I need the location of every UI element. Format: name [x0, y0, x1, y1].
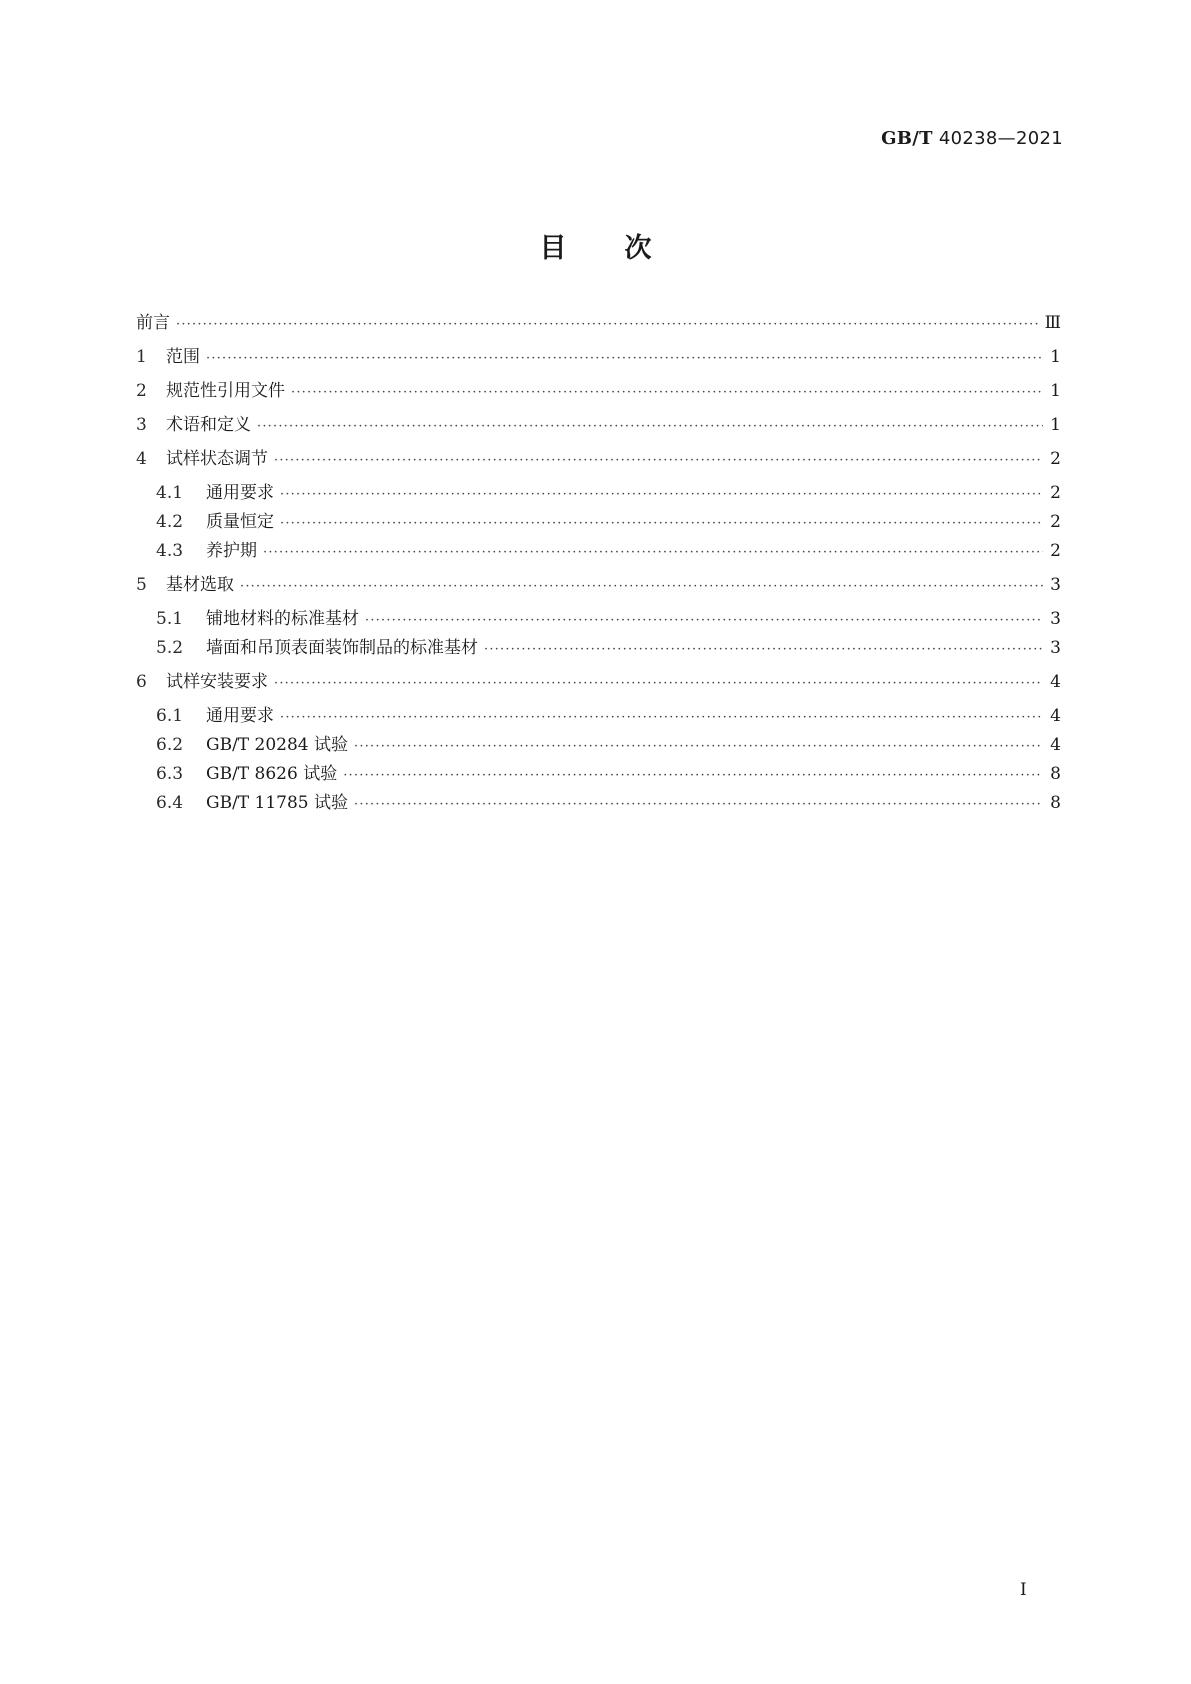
- dot-leader: [206, 351, 1043, 366]
- dot-leader: [365, 613, 1043, 628]
- toc-entry-label: 规范性引用文件: [166, 381, 285, 401]
- toc-entry-4[interactable]: [136, 444, 1061, 469]
- toc-entry-number: 6.1: [156, 706, 184, 726]
- toc-entry-label: 通用要求: [206, 706, 274, 726]
- toc-entry-label: 基材选取: [166, 575, 234, 595]
- toc-entry-number: 1: [136, 347, 147, 367]
- toc-entry-page: 4: [1050, 706, 1061, 726]
- toc-entry-page: 4: [1050, 735, 1061, 755]
- toc-entry-label: GB/T 20284 试验: [206, 735, 349, 755]
- toc-entry-label: GB/T 8626 试验: [206, 764, 338, 784]
- page-title: 目次: [539, 233, 710, 264]
- toc-entry-number: 2: [136, 381, 147, 401]
- toc-entry-page: 3: [1050, 638, 1061, 658]
- toc-entry-page: 1: [1050, 381, 1061, 401]
- dot-leader: [263, 545, 1043, 560]
- toc-entry-page: Ⅲ: [1044, 313, 1061, 333]
- toc-entry-label: 试样安装要求: [166, 672, 268, 692]
- standard-prefix: GB/T: [881, 128, 933, 149]
- toc-entry-label: 试样状态调节: [166, 449, 268, 469]
- toc-entry-page: 3: [1050, 575, 1061, 595]
- toc-entry-label: 墙面和吊顶表面装饰制品的标准基材: [206, 638, 478, 658]
- standard-number: 40238—2021: [938, 128, 1063, 149]
- toc-entry-6-2[interactable]: [136, 730, 1061, 755]
- dot-leader: [291, 385, 1043, 400]
- toc-entry-number: 6.4: [156, 793, 184, 813]
- dot-leader: [274, 676, 1043, 691]
- toc-entry-number: 5.1: [156, 609, 184, 629]
- toc-entry-number: 4.1: [156, 483, 184, 503]
- toc-entry-number: 6.3: [156, 764, 184, 784]
- toc-entry-number: 4.3: [156, 541, 184, 561]
- dot-leader: [257, 419, 1043, 434]
- toc-entry-6-4[interactable]: [136, 788, 1061, 813]
- toc-entry-page: 1: [1050, 415, 1061, 435]
- toc-entry-page: 2: [1050, 483, 1061, 503]
- standard-code: [881, 128, 1063, 149]
- toc-entry-number: 5.2: [156, 638, 184, 658]
- toc-entry-6[interactable]: [136, 667, 1061, 692]
- toc-entry-page: 8: [1050, 793, 1061, 813]
- toc-entry-page: 1: [1050, 347, 1061, 367]
- dot-leader: [343, 768, 1043, 783]
- dot-leader: [280, 516, 1043, 531]
- dot-leader: [354, 739, 1043, 754]
- toc-entry-page: 3: [1050, 609, 1061, 629]
- toc-entry-5-2[interactable]: [136, 633, 1061, 658]
- toc-entry-4-1[interactable]: [136, 478, 1061, 503]
- toc-entry-number: 3: [136, 415, 147, 435]
- toc-entry-4-3[interactable]: [136, 536, 1061, 561]
- toc-entry-2[interactable]: [136, 376, 1061, 401]
- toc-entry-4-2[interactable]: [136, 507, 1061, 532]
- toc-entry-page: 8: [1050, 764, 1061, 784]
- dot-leader: [240, 579, 1043, 594]
- toc-entry-5-1[interactable]: [136, 604, 1061, 629]
- toc-entry-label: 术语和定义: [166, 415, 251, 435]
- toc-entry-label: 养护期: [206, 541, 257, 561]
- dot-leader: [176, 317, 1039, 332]
- toc-entry-3[interactable]: [136, 410, 1061, 435]
- toc-entry-1[interactable]: [136, 342, 1061, 367]
- toc-entry-foreword[interactable]: [136, 308, 1061, 333]
- dot-leader: [484, 642, 1043, 657]
- toc-entry-number: 4: [136, 449, 147, 469]
- toc-entry-number: 5: [136, 575, 147, 595]
- toc-entry-label: GB/T 11785 试验: [206, 793, 349, 813]
- toc-entry-5[interactable]: [136, 570, 1061, 595]
- dot-leader: [280, 487, 1043, 502]
- toc-entry-page: 2: [1050, 541, 1061, 561]
- dot-leader: [274, 453, 1043, 468]
- toc-entry-number: 6.2: [156, 735, 184, 755]
- toc-entry-6-1[interactable]: [136, 701, 1061, 726]
- toc-entry-page: 4: [1050, 672, 1061, 692]
- toc-entry-page: 2: [1050, 512, 1061, 532]
- toc-entry-label: 铺地材料的标准基材: [206, 609, 359, 629]
- toc-entry-6-3[interactable]: [136, 759, 1061, 784]
- toc-entry-number: 4.2: [156, 512, 184, 532]
- toc-entry-page: 2: [1050, 449, 1061, 469]
- dot-leader: [280, 710, 1043, 725]
- toc-entry-label: 范围: [166, 347, 200, 367]
- page-number: I: [1020, 1580, 1027, 1600]
- toc-entry-number: 6: [136, 672, 147, 692]
- toc-entry-label: 通用要求: [206, 483, 274, 503]
- dot-leader: [354, 797, 1043, 812]
- toc-entry-label: 前言: [136, 313, 170, 333]
- toc-entry-label: 质量恒定: [206, 512, 274, 532]
